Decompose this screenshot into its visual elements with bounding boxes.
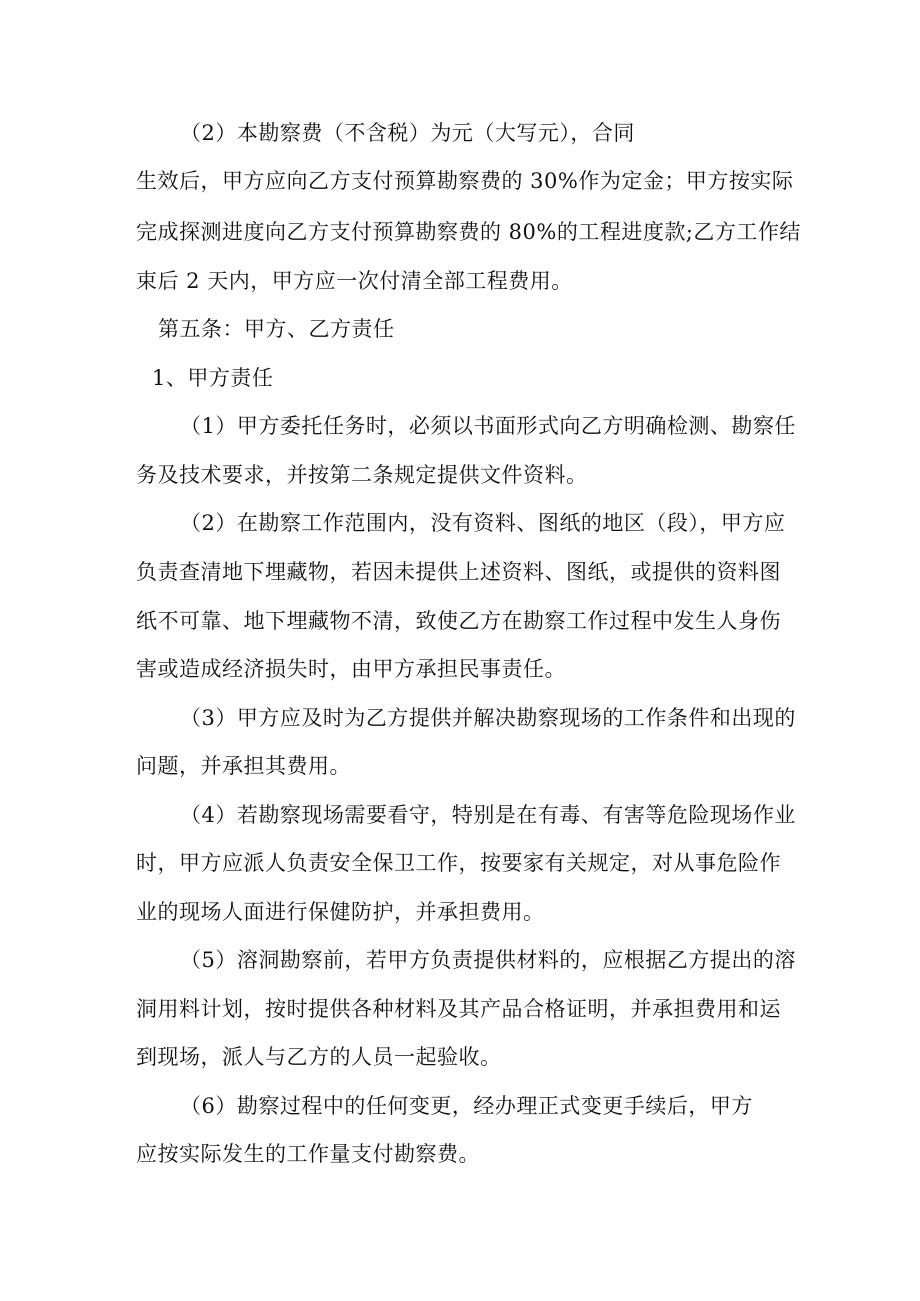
subsection-heading: 1、甲方责任: [152, 366, 274, 390]
text-line: 完成探测进度向乙方支付预算勘察费的 80%的工程进度款;乙方工作结: [136, 220, 801, 244]
text-line: 负责查清地下埋藏物，若因未提供上述资料、图纸，或提供的资料图: [136, 560, 781, 584]
text-line: （1）甲方委托任务时，必须以书面形式向乙方明确检测、勘察任: [180, 414, 796, 438]
text-line: （6）勘察过程中的任何变更，经办理正式变更手续后，甲方: [180, 1094, 753, 1118]
text-line: 问题，并承担其费用。: [136, 754, 351, 778]
text-line: 到现场，派人与乙方的人员一起验收。: [136, 1045, 502, 1069]
text-line: 纸不可靠、地下埋藏物不清，致使乙方在勘察工作过程中发生人身伤: [136, 609, 781, 633]
text-line: 生效后，甲方应向乙方支付预算勘察费的 30%作为定金；甲方按实际: [136, 169, 794, 193]
text-line: 害或造成经济损失时，由甲方承担民事责任。: [136, 657, 566, 681]
text-line: （4）若勘察现场需要看守，特别是在有毒、有害等危险现场作业: [180, 803, 796, 827]
text-line: （2）在勘察工作范围内，没有资料、图纸的地区（段），甲方应: [180, 511, 786, 535]
text-line: 时，甲方应派人负责安全保卫工作，按要家有关规定，对从事危险作: [136, 851, 781, 875]
section-heading: 第五条：甲方、乙方责任: [158, 317, 395, 341]
text-line: （3）甲方应及时为乙方提供并解决勘察现场的工作条件和出现的: [180, 706, 796, 730]
text-line: 洞用料计划，按时提供各种材料及其产品合格证明，并承担费用和运: [136, 997, 781, 1021]
text-line: （2）本勘察费（不含税）为元（大写元），合同: [180, 121, 635, 145]
text-line: 业的现场人面进行保健防护，并承担费用。: [136, 900, 545, 924]
text-line: 应按实际发生的工作量支付勘察费。: [136, 1142, 480, 1166]
text-line: （5）溶洞勘察前，若甲方负责提供材料的，应根据乙方提出的溶: [180, 948, 796, 972]
text-line: 务及技术要求，并按第二条规定提供文件资料。: [136, 463, 588, 487]
text-line: 束后 2 天内，甲方应一次付清全部工程费用。: [136, 269, 573, 293]
